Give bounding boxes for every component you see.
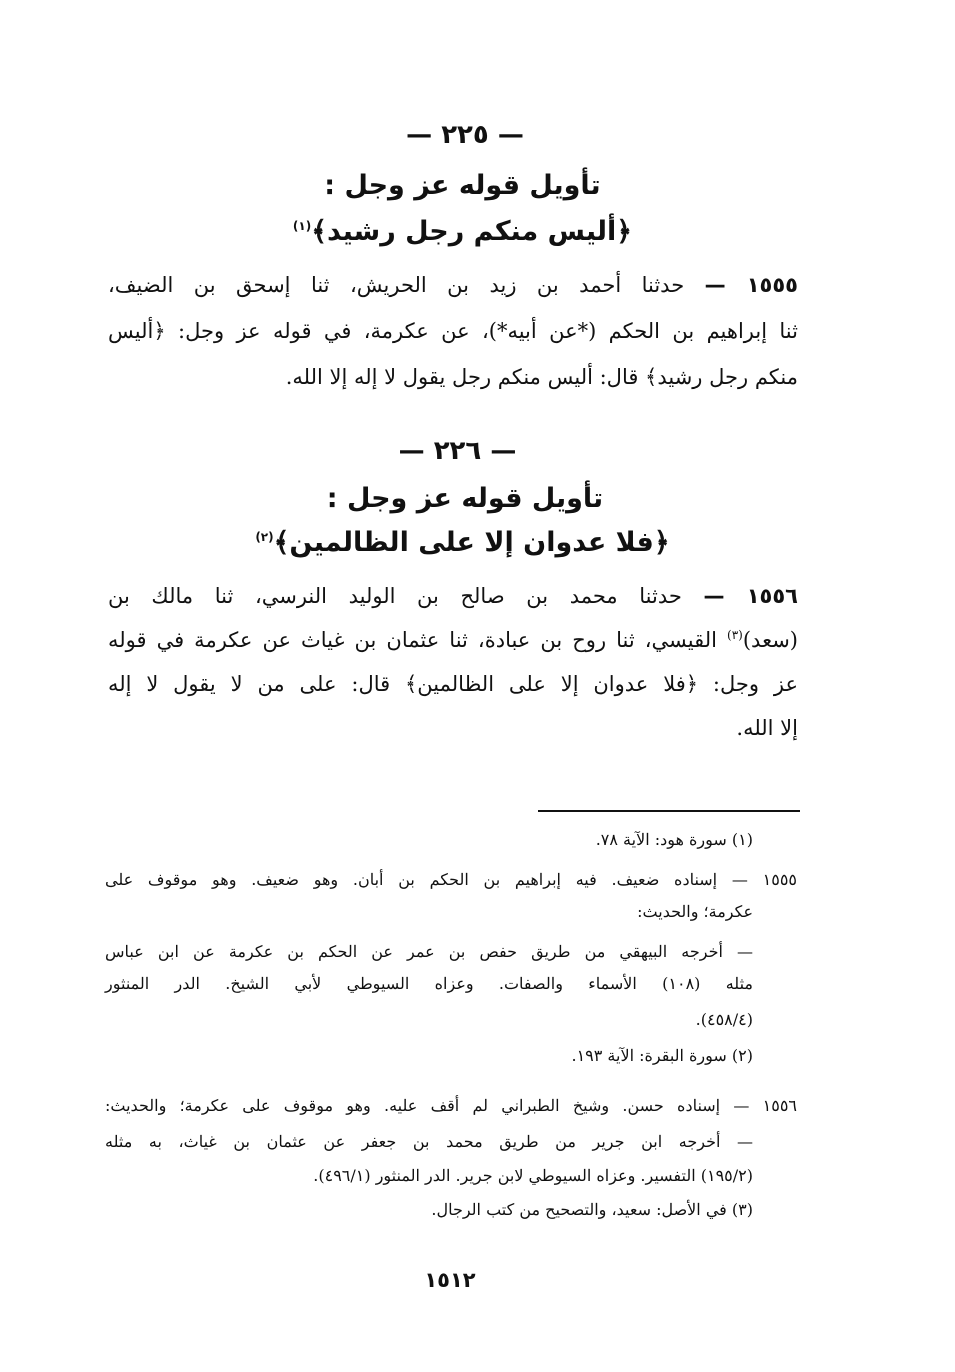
hadith-text: حدثنا أحمد بن زيد بن الحريش، ثنا إسحق بن الضيف، — [108, 273, 685, 297]
footnote-separator — [538, 810, 800, 812]
footnote: (١٩٥/٢) التفسير. وعزاه السيوطي لابن جرير. الدر المنثور (٤٩٦/١). — [313, 1166, 753, 1185]
hadith-line — [108, 628, 798, 652]
section-number: — ٢٢٥ — — [406, 120, 524, 150]
hadith-number: ١٥٥٦ — — [703, 584, 798, 608]
footnote-ref: (٢) — [255, 530, 274, 544]
hadith-number: ١٥٥٥ — — [704, 273, 798, 297]
hadith-text: (سعد) — [742, 628, 798, 652]
footnote: — أخرجه ابن جرير من طريق محمد بن جعفر عن عثمان بن غياث، به مثله — [105, 1132, 753, 1151]
section-number: — ٢٢٦ — — [398, 436, 517, 466]
hadith-line: عز وجل: ﴿فلا عدوان إلا على الظالمين﴾ قال: على من لا يقول لا إله — [108, 672, 798, 696]
quran-verse-heading — [0, 527, 925, 558]
footnote-ref: (٣) — [727, 628, 743, 642]
hadith-line: إلا الله. — [736, 716, 798, 740]
verse-text: ﴿فلا عدوان إلا على الظالمين﴾ — [273, 527, 670, 558]
footnote: (٢) سورة البقرة: الآية ١٩٣. — [571, 1046, 753, 1065]
footnote: عكرمة؛ والحديث: — [637, 902, 753, 921]
footnote: ١٥٥٦ — إسناده حسن. وشيخ الطبراني لم أقف عليه. وهو موقوف على عكرمة؛ والحديث: — [105, 1096, 797, 1115]
hadith-text: حدثنا محمد بن صالح بن الوليد النرسي، ثنا مالك بن — [108, 584, 682, 608]
verse-text: ﴿أليس منكم رجل رشيد﴾ — [311, 216, 633, 247]
hadith-line: منكم رجل رشيد﴾ قال: أليس منكم رجل يقول لا إله إلا الله. — [285, 365, 798, 389]
hadith-line: ثنا إبراهيم بن الحكم (*عن أبيه*)، عن عكرمة، في قوله عز وجل: ﴿أليس — [108, 319, 798, 343]
hadith-line — [108, 584, 798, 608]
footnote: — أخرجه البيهقي من طريق حفص بن عمر عن الحكم بن عكرمة عن ابن عباس — [105, 942, 753, 961]
hadith-text: القيسي، ثنا روح بن عبادة، ثنا عثمان بن غياث عن عكرمة في قوله — [108, 628, 728, 652]
section-title: تأويل قوله عز وجل : — [324, 170, 601, 201]
footnote: مثله (١٠٨) الأسماء والصفات. وعزاه السيوطي لأبي الشيخ. الدر المنثور — [105, 974, 753, 993]
footnote: (١) سورة هود: الآية ٧٨. — [595, 830, 753, 849]
section-title: تأويل قوله عز وجل : — [326, 483, 604, 514]
footnote: (٣) في الأصل: سعيد، والتصحيح من كتب الرجال. — [431, 1200, 753, 1219]
page-number: ١٥١٢ — [424, 1268, 476, 1292]
footnote-ref: (١) — [292, 219, 312, 233]
footnote: (٤٥٨/٤). — [695, 1010, 753, 1029]
quran-verse-heading — [0, 216, 925, 247]
footnote: ١٥٥٥ — إسناده ضعيف. فيه إبراهيم بن الحكم بن أبان. وهو ضعيف. وهو موقوف على — [105, 870, 797, 889]
hadith-line — [108, 273, 798, 297]
